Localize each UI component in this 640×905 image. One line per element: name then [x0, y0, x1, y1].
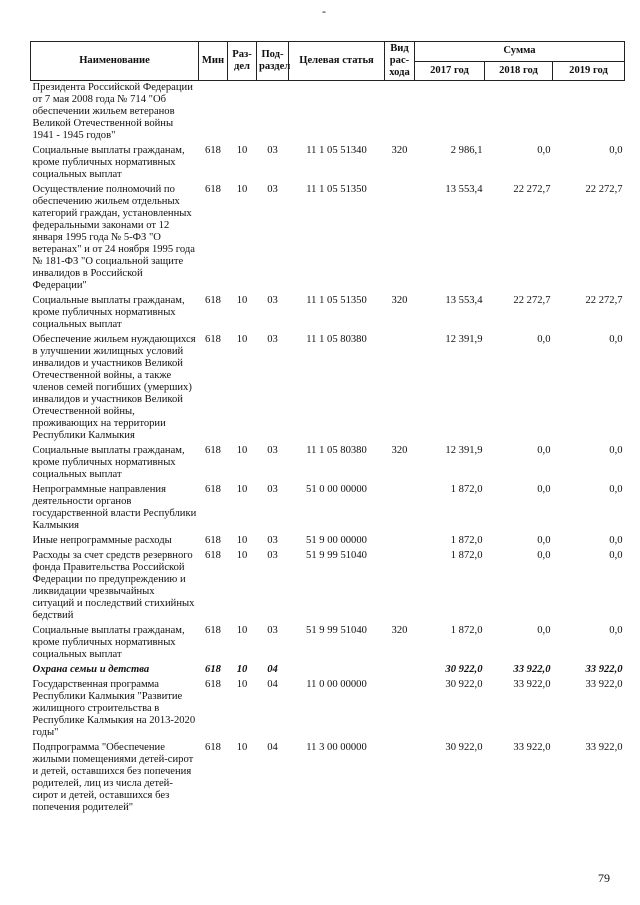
cell-2019: 0,0 — [609, 445, 623, 456]
cell-2019: 0,0 — [609, 145, 623, 156]
cell-razdel: 10 — [236, 625, 248, 636]
cell-name: Осуществление полномочий по обеспечению жильем отдельных категорий граждан, установленных федеральными законами от 12 января 1995 года № 5-ФЗ "О ветеранах" и от 24 ноября 1995 года № 181-ФЗ "О социальной защите инвалидов в Российской Федерации" — [32, 184, 195, 291]
cell-min: 618 — [205, 679, 221, 690]
cell-min: 618 — [205, 742, 221, 753]
cell-2018: 0,0 — [537, 484, 551, 495]
table-row — [31, 294, 625, 333]
cell-2017: 30 922,0 — [445, 679, 483, 690]
cell-2018: 0,0 — [537, 550, 551, 561]
cell-target: 11 3 00 00000 — [306, 742, 367, 753]
cell-target: 11 1 05 51340 — [306, 145, 367, 156]
cell-name: Президента Российской Федерации от 7 мая 2008 года № 714 "Об обеспечении жильем ветеранов Великой Отечественной войны 1941 - 1945 годов" — [32, 82, 193, 141]
cell-razdel: 10 — [236, 334, 248, 345]
cell-name: Государственная программа Республики Калмыкия "Развитие жилищного строительства в Республике Калмыкия на 2013-2020 годы" — [32, 679, 196, 738]
cell-expense-type: 320 — [391, 145, 408, 156]
cell-min: 618 — [205, 145, 221, 156]
cell-2017: 30 922,0 — [445, 664, 483, 675]
table-row — [31, 81, 625, 145]
cell-2017: 12 391,9 — [445, 445, 483, 456]
header-row-1 — [31, 42, 625, 62]
table-row — [31, 444, 625, 483]
cell-min: 618 — [205, 484, 221, 495]
cell-razdel: 10 — [236, 550, 248, 561]
cell-min — [199, 81, 228, 145]
cell-podrazdel: 04 — [267, 679, 278, 690]
cell-2017: 2 986,1 — [450, 145, 483, 156]
cell-target: 51 0 00 00000 — [306, 484, 367, 495]
cell-2019: 33 922,0 — [585, 664, 623, 675]
cell-2019: 0,0 — [609, 334, 623, 345]
col-header-year-2018: 2018 год — [485, 61, 553, 81]
cell-expense-type — [385, 483, 415, 534]
cell-min: 618 — [205, 625, 221, 636]
cell-min: 618 — [205, 334, 221, 345]
cell-expense-type — [385, 534, 415, 549]
cell-2019: 22 272,7 — [585, 295, 623, 306]
cell-min: 618 — [205, 184, 221, 195]
cell-2018: 0,0 — [537, 145, 551, 156]
cell-2018: 0,0 — [537, 535, 551, 546]
cell-target: 51 9 99 51040 — [306, 550, 367, 561]
cell-expense-type — [385, 81, 415, 145]
cell-2019: 33 922,0 — [585, 742, 623, 753]
col-header-year-2017: 2017 год — [415, 61, 485, 81]
cell-target: 11 1 05 80380 — [306, 334, 367, 345]
cell-razdel: 10 — [236, 664, 248, 675]
cell-2019 — [553, 81, 625, 145]
cell-podrazdel: 03 — [267, 550, 278, 561]
cell-razdel — [228, 81, 257, 145]
cell-2017: 1 872,0 — [450, 484, 483, 495]
cell-2018: 33 922,0 — [513, 664, 551, 675]
cell-2018: 22 272,7 — [513, 184, 551, 195]
cell-2018: 33 922,0 — [513, 742, 551, 753]
cell-2018: 0,0 — [537, 625, 551, 636]
cell-2018: 0,0 — [537, 334, 551, 345]
cell-expense-type: 320 — [391, 295, 408, 306]
cell-razdel: 10 — [236, 484, 248, 495]
cell-expense-type — [385, 183, 415, 294]
cell-2019: 0,0 — [609, 550, 623, 561]
cell-min: 618 — [205, 295, 221, 306]
cell-name: Социальные выплаты гражданам, кроме публичных нормативных социальных выплат — [32, 295, 185, 330]
cell-podrazdel: 04 — [267, 742, 278, 753]
cell-expense-type — [385, 678, 415, 741]
budget-table — [30, 41, 625, 816]
col-header-expense-type: Вид рас-хода — [385, 42, 415, 81]
cell-podrazdel: 03 — [267, 334, 278, 345]
cell-razdel: 10 — [236, 145, 248, 156]
cell-name: Непрограммные направления деятельности органов государственной власти Республики Калмыкия — [32, 484, 197, 531]
cell-target: 11 1 05 51350 — [306, 184, 367, 195]
cell-2019: 0,0 — [609, 625, 623, 636]
cell-2019: 0,0 — [609, 535, 623, 546]
col-header-min: Мин — [199, 42, 228, 81]
cell-min: 618 — [205, 550, 221, 561]
cell-podrazdel: 03 — [267, 484, 278, 495]
cell-target: 51 9 99 51040 — [306, 625, 367, 636]
table-body — [31, 81, 625, 817]
cell-razdel: 10 — [236, 184, 248, 195]
cell-expense-type: 320 — [391, 625, 408, 636]
col-header-year-2019: 2019 год — [553, 61, 625, 81]
cell-2018: 0,0 — [537, 445, 551, 456]
cell-2017: 1 872,0 — [450, 535, 483, 546]
cell-expense-type — [385, 333, 415, 444]
cell-expense-type — [385, 549, 415, 624]
cell-name: Подпрограмма "Обеспечение жилыми помещениями детей-сирот и детей, оставшихся без попечения родителей, лиц из числа детей-сирот и детей, оставшихся без попечения родителей" — [32, 742, 194, 813]
page-number: 79 — [598, 871, 610, 885]
cell-podrazdel — [257, 81, 289, 145]
cell-2017: 1 872,0 — [450, 550, 483, 561]
table-row — [31, 534, 625, 549]
table-row — [31, 663, 625, 678]
cell-name: Охрана семьи и детства — [32, 664, 150, 675]
cell-target: 11 1 05 80380 — [306, 445, 367, 456]
cell-expense-type — [385, 663, 415, 678]
col-header-podrazdel: Под-раздел — [257, 42, 289, 81]
table-row — [31, 549, 625, 624]
cell-target: 11 1 05 51350 — [306, 295, 367, 306]
cell-podrazdel: 03 — [267, 535, 278, 546]
cell-2017: 1 872,0 — [450, 625, 483, 636]
cell-podrazdel: 03 — [267, 184, 278, 195]
cell-2017 — [415, 81, 485, 145]
cell-name: Социальные выплаты гражданам, кроме публичных нормативных социальных выплат — [32, 445, 185, 480]
table-row — [31, 144, 625, 183]
cell-min: 618 — [205, 664, 221, 675]
cell-target — [289, 663, 385, 678]
cell-2017: 13 553,4 — [445, 295, 483, 306]
cell-2017: 12 391,9 — [445, 334, 483, 345]
cell-2018 — [485, 81, 553, 145]
cell-target: 11 0 00 00000 — [306, 679, 367, 690]
cell-razdel: 10 — [236, 679, 248, 690]
col-header-razdel: Раз-дел — [228, 42, 257, 81]
cell-2019: 0,0 — [609, 484, 623, 495]
cell-2019: 33 922,0 — [585, 679, 623, 690]
cell-target: 51 9 00 00000 — [306, 535, 367, 546]
cell-expense-type: 320 — [391, 445, 408, 456]
cell-podrazdel: 03 — [267, 445, 278, 456]
cell-target — [289, 81, 385, 145]
cell-name: Обеспечение жильем нуждающихся в улучшении жилищных условий инвалидов и участников Великой Отечественной войны, а также членов семей погибших (умерших) инвалидов и участников Великой Отечественной войны, проживающих на территории Республики Калмыкия — [32, 334, 196, 441]
col-header-name: Наименование — [31, 42, 199, 81]
cell-razdel: 10 — [236, 742, 248, 753]
table-row — [31, 624, 625, 663]
table-row — [31, 333, 625, 444]
cell-name: Социальные выплаты гражданам, кроме публичных нормативных социальных выплат — [32, 145, 185, 180]
table-row — [31, 678, 625, 741]
top-mark: - — [322, 4, 326, 18]
cell-min: 618 — [205, 535, 221, 546]
cell-podrazdel: 04 — [267, 664, 278, 675]
cell-2017: 30 922,0 — [445, 742, 483, 753]
cell-razdel: 10 — [236, 445, 248, 456]
cell-podrazdel: 03 — [267, 145, 278, 156]
col-header-target: Целевая статья — [289, 42, 385, 81]
col-header-sum: Сумма — [415, 42, 625, 62]
table-row — [31, 741, 625, 816]
cell-expense-type — [385, 741, 415, 816]
cell-podrazdel: 03 — [267, 295, 278, 306]
cell-name: Социальные выплаты гражданам, кроме публичных нормативных социальных выплат — [32, 625, 185, 660]
cell-razdel: 10 — [236, 535, 248, 546]
table-row — [31, 483, 625, 534]
table-row — [31, 183, 625, 294]
cell-name: Расходы за счет средств резервного фонда Правительства Российской Федерации по предупреждению и ликвидации чрезвычайных ситуаций и последствий стихийных бедствий — [32, 550, 195, 621]
cell-2019: 22 272,7 — [585, 184, 623, 195]
cell-2018: 22 272,7 — [513, 295, 551, 306]
cell-name: Иные непрограммные расходы — [32, 535, 172, 546]
cell-razdel: 10 — [236, 295, 248, 306]
cell-2018: 33 922,0 — [513, 679, 551, 690]
cell-2017: 13 553,4 — [445, 184, 483, 195]
cell-podrazdel: 03 — [267, 625, 278, 636]
cell-min: 618 — [205, 445, 221, 456]
